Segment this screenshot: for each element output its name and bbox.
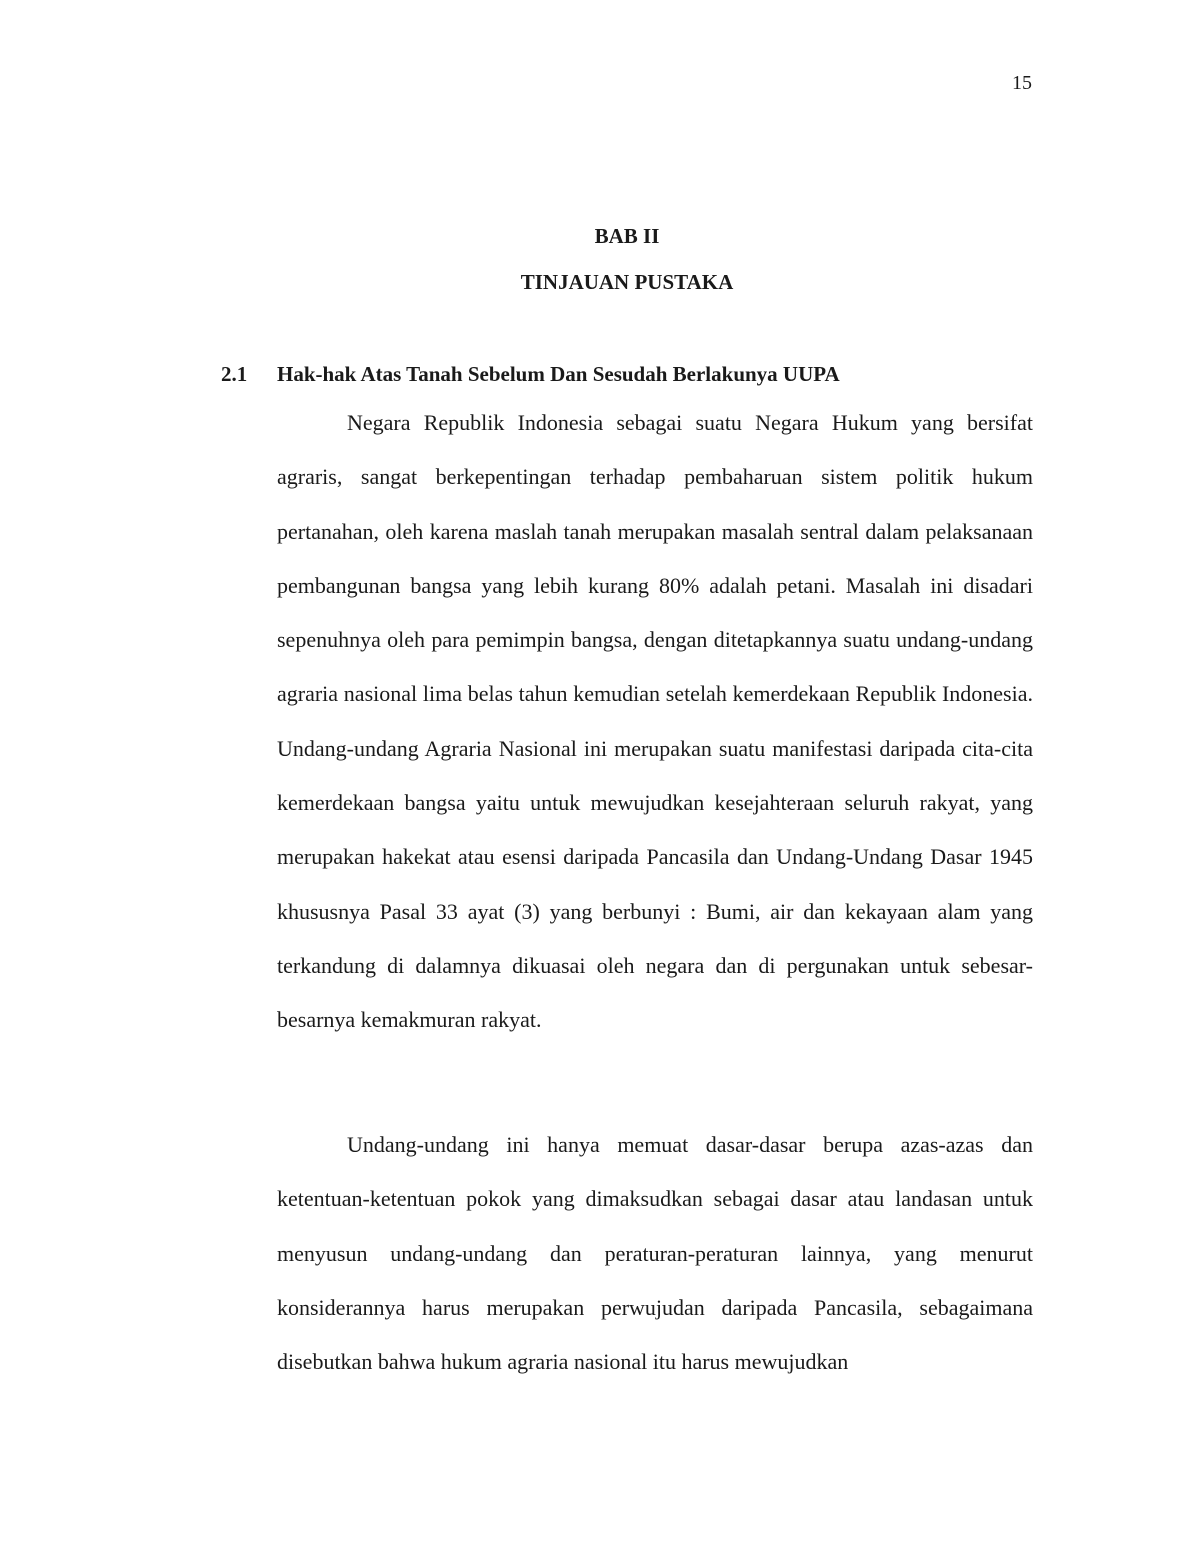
paragraph-2 [277,1118,1033,1389]
page-number: 15 [1012,72,1032,94]
chapter-number: BAB II [594,224,660,248]
paragraph-1-text: Negara Republik Indonesia sebagai suatu Negara Hukum yang bersifat agraris, sangat berkepentingan terhadap pembaharuan sistem politik hukum pertanahan, oleh karena maslah tanah merupakan masalah sentral dalam pelaksanaan pembangunan bangsa yang lebih kurang 80% adalah petani. Masalah ini disadari sepenuhnya oleh para pemimpin bangsa, dengan ditetapkannya suatu undang-undang agraria nasional lima belas tahun kemudian setelah kemerdekaan Republik Indonesia. Undang-undang Agraria Nasional ini merupakan suatu manifestasi daripada cita-cita kemerdekaan bangsa yaitu untuk mewujudkan kesejahteraan seluruh rakyat, yang merupakan hakekat atau esensi daripada Pancasila dan Undang-Undang Dasar 1945 khususnya Pasal 33 ayat (3) yang berbunyi : Bumi, air dan kekayaan alam yang terkandung di dalamnya dikuasai oleh negara dan di pergunakan untuk sebesar-besarnya kemakmuran rakyat. [277,410,1033,1033]
paragraph-2-text: Undang-undang ini hanya memuat dasar-dasar berupa azas-azas dan ketentuan-ketentuan pokok yang dimaksudkan sebagai dasar atau landasan untuk menyusun undang-undang dan peraturan-peraturan lainnya, yang menurut konsiderannya harus merupakan perwujudan daripada Pancasila, sebagaimana disebutkan bahwa hukum agraria nasional itu harus mewujudkan [277,1132,1033,1375]
section-title: Hak-hak Atas Tanah Sebelum Dan Sesudah Berlakunya UUPA [277,362,840,386]
chapter-title: TINJAUAN PUSTAKA [520,270,734,294]
section-heading [221,362,840,387]
paragraph-1 [277,396,1033,1048]
section-number: 2.1 [221,362,248,386]
